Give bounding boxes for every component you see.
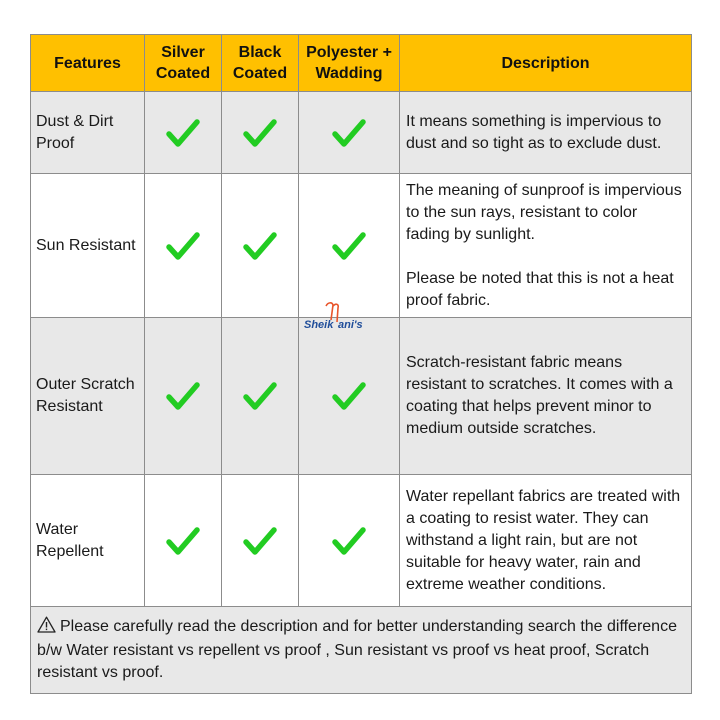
polyester-wadding-cell [299,475,400,607]
check-icon [243,532,277,549]
check-icon [166,387,200,404]
table-header-row [31,35,692,92]
comparison-table [30,34,692,694]
black-coated-cell [222,92,299,174]
silver-coated-cell [145,92,222,174]
note-text: Please carefully read the description and for better understanding search the difference b/w Water resistant vs repellent vs proof , Sun resistant vs proof vs heat proof, Scratch resistant vs proof. [37,618,677,681]
check-icon [166,124,200,141]
check-icon [166,532,200,549]
feature-cell: Sun Resistant [31,174,145,318]
black-coated-cell [222,318,299,475]
header-features: Features [31,35,145,92]
check-icon [243,237,277,254]
feature-cell: Outer Scratch Resistant [31,318,145,475]
feature-cell: Water Repellent [31,475,145,607]
note-row [31,607,692,694]
polyester-wadding-cell [299,174,400,318]
check-icon [166,237,200,254]
svg-text:Sheik: Sheik [304,319,334,331]
check-icon [243,387,277,404]
polyester-wadding-cell [299,92,400,174]
table-row [31,92,692,174]
table-row [31,174,692,318]
silver-coated-cell [145,174,222,318]
check-icon [332,532,366,549]
silver-coated-cell [145,318,222,475]
description-cell: Water repellant fabrics are treated with a coating to resist water. They can withstand a light rain, but are not suitable for heavy water, rain and extreme weather conditions. [400,475,692,607]
brand-watermark-logo [300,300,380,340]
table-row [31,475,692,607]
check-icon [332,124,366,141]
check-icon [332,387,366,404]
description-cell: It means something is impervious to dust and so tight as to exclude dust. [400,92,692,174]
black-coated-cell [222,174,299,318]
description-cell: The meaning of sunproof is impervious to the sun rays, resistant to color fading by sunlight. Please be noted that this is not a heat proof fabric. [400,174,692,318]
header-black-coated: Black Coated [222,35,299,92]
note-cell [31,607,692,694]
header-description: Description [400,35,692,92]
feature-cell: Dust & Dirt Proof [31,92,145,174]
header-silver-coated: Silver Coated [145,35,222,92]
check-icon [332,237,366,254]
table-row [31,318,692,475]
black-coated-cell [222,475,299,607]
svg-text:ani's: ani's [338,319,363,331]
check-icon [243,124,277,141]
silver-coated-cell [145,475,222,607]
description-cell: Scratch-resistant fabric means resistant to scratches. It comes with a coating that helps prevent minor to medium outside scratches. [400,318,692,475]
polyester-wadding-cell [299,318,400,475]
header-polyester-wadding: Polyester + Wadding [299,35,400,92]
warning-icon [37,616,56,640]
